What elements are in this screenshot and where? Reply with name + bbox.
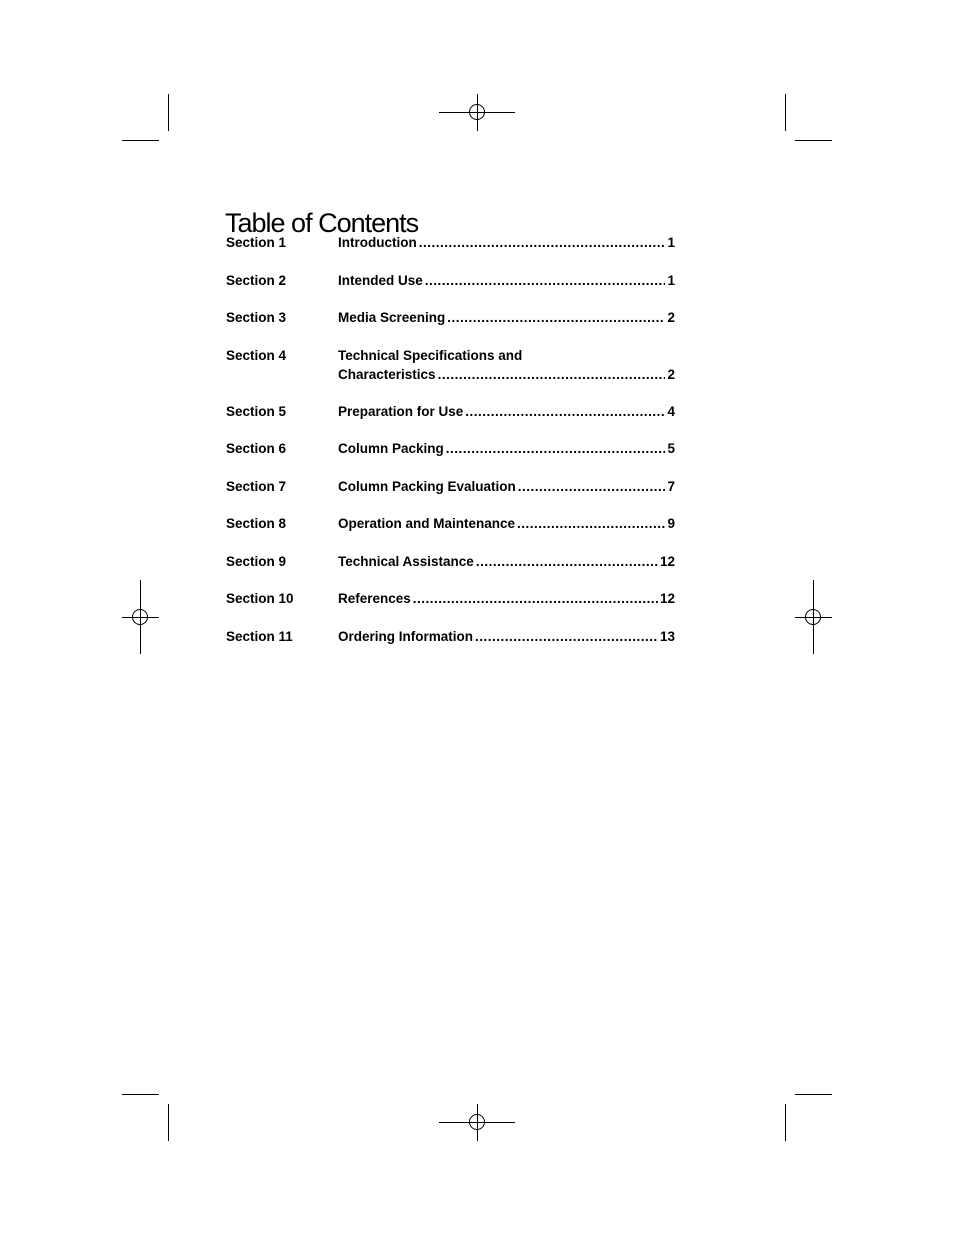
crop-mark	[795, 1094, 832, 1095]
toc-entry[interactable]	[226, 439, 675, 477]
section-label: Section 7	[226, 478, 287, 494]
toc-entry[interactable]	[226, 514, 675, 552]
crop-mark	[795, 140, 832, 141]
toc-entry[interactable]	[226, 627, 675, 665]
section-title: Characteristics	[338, 366, 436, 382]
dot-leader	[438, 365, 666, 384]
dot-leader	[419, 233, 666, 252]
section-title: Intended Use	[338, 272, 423, 288]
registration-circle-icon	[805, 609, 821, 625]
toc-entry[interactable]	[226, 271, 675, 309]
page-number: 7	[667, 478, 675, 494]
toc-entry[interactable]	[226, 308, 675, 346]
section-label: Section 4	[226, 347, 287, 363]
section-title: Operation and Maintenance	[338, 516, 516, 531]
page-number: 13	[659, 628, 675, 644]
section-label: Section 3	[226, 310, 287, 325]
section-label: Section 5	[226, 403, 287, 419]
toc-entry[interactable]	[226, 589, 675, 627]
page-number: 4	[667, 403, 675, 419]
toc-entry[interactable]	[226, 346, 675, 402]
section-title-line1: Technical Specifications and	[338, 347, 523, 363]
registration-circle-icon	[469, 1114, 485, 1130]
page-number: 1	[667, 235, 675, 250]
crop-mark	[785, 1104, 786, 1141]
registration-circle-icon	[469, 104, 485, 120]
page-title: Table of Contents	[225, 208, 419, 239]
section-label: Section 1	[226, 235, 287, 250]
section-title: Media Screening	[338, 310, 446, 325]
section-title: Preparation for Use	[338, 403, 464, 419]
section-label: Section 6	[226, 441, 287, 456]
dot-leader	[476, 552, 658, 571]
crop-mark	[785, 94, 786, 131]
section-title: Introduction	[338, 235, 417, 250]
dot-leader	[475, 627, 658, 646]
section-title: References	[338, 591, 411, 606]
section-title: Technical Assistance	[338, 553, 474, 569]
toc-list	[226, 233, 675, 664]
section-label: Section 2	[226, 272, 287, 288]
dot-leader	[413, 589, 658, 608]
registration-circle-icon	[132, 609, 148, 625]
page-number: 1	[667, 272, 675, 288]
dot-leader	[446, 439, 666, 458]
section-label: Section 8	[226, 516, 287, 531]
page-number: 12	[659, 553, 675, 569]
section-title: Ordering Information	[338, 628, 473, 644]
dot-leader	[518, 477, 666, 496]
toc-entry[interactable]	[226, 233, 675, 271]
section-title: Column Packing	[338, 441, 444, 456]
crop-mark	[168, 94, 169, 131]
dot-leader	[465, 402, 665, 421]
page-number: 5	[667, 441, 675, 456]
dot-leader	[425, 271, 666, 290]
toc-entry[interactable]	[226, 552, 675, 590]
dot-leader	[447, 308, 665, 327]
section-label: Section 10	[226, 591, 294, 606]
crop-mark	[168, 1104, 169, 1141]
section-label: Section 9	[226, 553, 287, 569]
toc-entry[interactable]	[226, 477, 675, 515]
crop-mark	[122, 140, 159, 141]
page-number: 2	[667, 366, 675, 382]
page-number: 2	[667, 310, 675, 325]
crop-mark	[122, 1094, 159, 1095]
page-number: 9	[667, 516, 675, 531]
section-title: Column Packing Evaluation	[338, 478, 516, 494]
page-number: 12	[659, 591, 675, 606]
section-label: Section 11	[226, 628, 293, 644]
toc-entry[interactable]	[226, 402, 675, 440]
dot-leader	[517, 514, 665, 533]
